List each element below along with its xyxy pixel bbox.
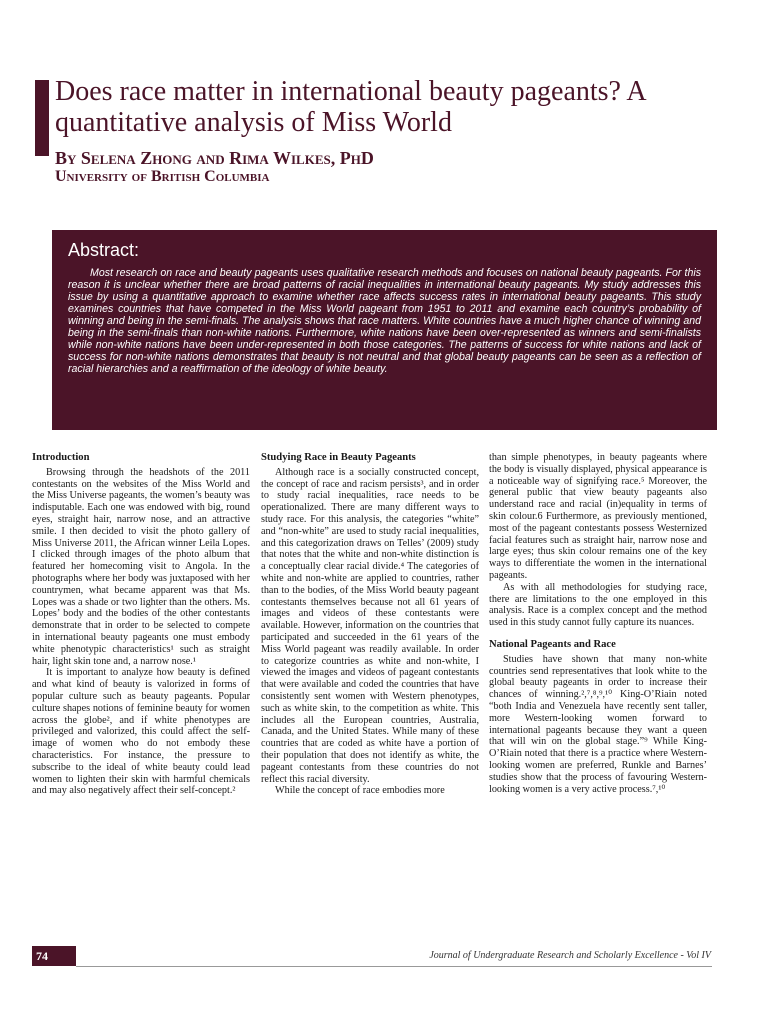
paragraph: Studies have shown that many non-white countries send representatives that look white to the global beauty pageants in order to increase their chances of winning.²,⁷,⁸,⁹,¹⁰ King-O’Riain noted “both India and Venezuela have recently sent taller, more Western-looking women forward to international pageants because they want a queen that will win on the global stage.”⁹ While King-O’Riain noted that there is a practice where Western-looking women are preferred, Runkle and Barnes’ studies show that the process of favouring Western-looking women is a very active process.⁷,¹⁰ (489, 653, 707, 795)
abstract-box (52, 230, 717, 430)
article-title: Does race matter in international beauty pageants? A quantitative analysis of Miss World (55, 76, 646, 138)
column-1 (32, 452, 250, 797)
affiliation: University of British Columbia (55, 168, 270, 185)
section-heading-introduction: Introduction (32, 452, 90, 463)
abstract-text: Most research on race and beauty pageants uses qualitative research methods and focuses on national beauty pageants. For this reason it is unclear whether there are broad patterns of racial inequalities in international beauty pageants. My study addresses this issue by using a quantitative approach to examine whether race affects success rates in international beauty pageants. This study examines countries that have competed in the Miss World pageant from 1951 to 2011 and examine each country’s probability of winning and being in the semi-finals. The analysis shows that race matters. White countries have a much higher chance of winning and being in the semi-finals than non-white nations. Furthermore, white nations have been over-represented as winners and semi-finalists while non-white nations have been under-represented in both those categories. The patterns of success for white nations and lack of success for non-white nations demonstrates that beauty is not neutral and that global beauty pageants can be seen as a reflection of racial hierarchies and a reaffirmation of the ideology of white beauty. (68, 267, 701, 375)
paragraph: Although race is a socially constructed concept, the concept of race and racism persists³, and in order to study racial inequalities, race needs to be operationalized. There are many different ways to study race. For this analysis, the categories “white” and “non-white” are used to study racial inequalities, and this categorization draws on Telles’ (2009) study that notes that the white and non-white distinction is a conceptually clear racial divide.⁴ The categories of white and non-white are applied to countries, rather than to the bodies, of the Miss World beauty pageant contestants themselves because not all 61 years of images and videos of these contestants were available. However, information on the countries that participated and succeeded in the 61 years of the Miss World pageant was readily available. In order to categorize countries as white and non-white, I viewed the images and videos of pageant contestants that were available and coded the countries that have consistently sent women with Western phenotypes, such as white skin, to the competition as white. This includes all the European countries, Australia, Canada, and the United States. While many of these countries that are coded as white have a portion of their population that does not identify as white, the pageant contestants from these countries do not reflect this racial diversity. (261, 466, 479, 785)
paragraph: As with all methodologies for studying race, there are limitations to the one employed in this analysis. Race is a complex concept and the method used in this study cannot fully capture its nuances. (489, 581, 707, 629)
column-3 (489, 452, 707, 795)
section-heading-national-pageants: National Pageants and Race (489, 638, 616, 650)
column-2 (261, 452, 479, 797)
journal-name: Journal of Undergraduate Research and Scholarly Excellence - Vol IV (429, 950, 711, 961)
title-accent-bar (35, 80, 49, 156)
page-number: 74 (32, 946, 76, 966)
paragraph: It is important to analyze how beauty is defined and what kind of beauty is valorized in forms of popular culture such as beauty pageants. Popular culture shapes notions of feminine beauty for women across the globe², and if white phenotypes are privileged and valorized, this could affect the self-image of women who do not embody these characteristics. For instance, the pressure to subscribe to the ideal of white beauty could lead women to lighten their skin with harmful chemicals and may also negatively affect their self-concept.² (32, 667, 250, 797)
paragraph: While the concept of race embodies more (275, 785, 445, 797)
section-heading-studying-race: Studying Race in Beauty Pageants (261, 452, 416, 463)
footer-divider (76, 966, 712, 967)
paragraph: Browsing through the headshots of the 2011 contestants on the websites of the Miss World and the Miss Universe pageants, the women’s beauty was indisputable. Each one was endowed with big, round eyes, straight hair, narrow nose, and an attractive smile. I then decided to visit the photo gallery of Miss Universe 2011, the African winner Leila Lopes. I clicked through images of the photo album that featured her homecoming visit to Angola. In the photographs where her body was juxtaposed with her countrymen, what became apparent was that Ms. Lopes was a shade or two lighter than the others. Ms. Lopes’ body and the bodies of the other contestants demonstrate that in order to be selected to compete in international beauty pageants one must embody white phenotypic characteristics¹ such as straight hair, light skin tone and, a narrow nose.¹ (32, 466, 250, 667)
abstract-heading: Abstract: (68, 240, 140, 260)
author-line: By Selena Zhong and Rima Wilkes, PhD (55, 148, 374, 168)
paragraph: than simple phenotypes, in beauty pageants where the body is visually displayed, physical appearance is a noticeable way of signifying race.⁵ Moreover, the general public that view beauty pageants also understand race and racial (in)equality in terms of skin colour.6 Furthermore, as previously mentioned, most of the pageant contestants possess Westernized facial features such as straight hair, narrow nose and large eyes; thus skin colour remains one of the key ways to differentiate the women in the international pageants. (489, 452, 707, 581)
